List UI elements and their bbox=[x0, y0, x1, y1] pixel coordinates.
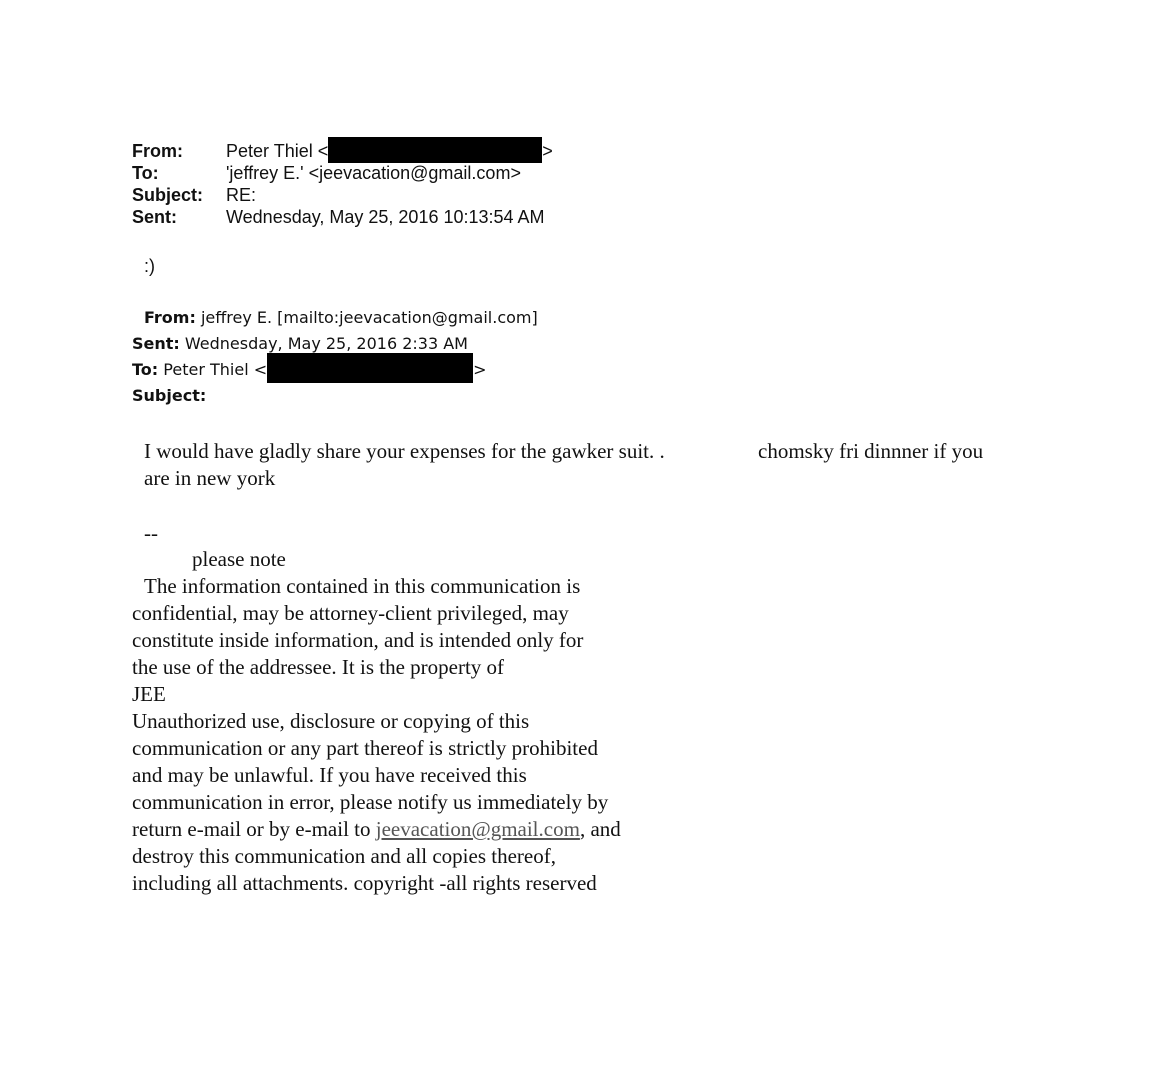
disclaimer-line: communication in error, please notify us immediately by bbox=[132, 790, 609, 814]
redaction-box bbox=[267, 353, 473, 383]
disclaimer-line: the use of the addressee. It is the property of bbox=[132, 655, 505, 679]
quoted-sent-value: Wednesday, May 25, 2016 2:33 AM bbox=[184, 334, 468, 353]
header-sent-row bbox=[132, 206, 592, 228]
subject-value: RE: bbox=[226, 185, 257, 205]
message-line-1b: chomsky fri dinnner if you bbox=[758, 439, 984, 463]
to-value: 'jeffrey E.' <jeevacation@gmail.com> bbox=[226, 163, 521, 183]
return-suffix: , and bbox=[579, 817, 621, 841]
from-tail: > bbox=[542, 141, 553, 161]
subject-label: Subject: bbox=[132, 185, 204, 205]
disclaimer-line: confidential, may be attorney-client privileged, may bbox=[132, 601, 569, 625]
disclaimer-line: including all attachments. copyright -all rights reserved bbox=[132, 871, 597, 895]
disclaimer-line: destroy this communication and all copies thereof, bbox=[132, 844, 556, 868]
disclaimer-line: constitute inside information, and is intended only for bbox=[132, 628, 584, 652]
header-subject-row bbox=[132, 184, 592, 206]
quoted-subject-label: Subject: bbox=[132, 386, 207, 405]
from-label: From: bbox=[132, 141, 183, 161]
header-to-row bbox=[132, 162, 592, 184]
please-note: please note bbox=[192, 547, 286, 571]
quoted-to-tail: > bbox=[473, 360, 487, 379]
to-label: To: bbox=[132, 163, 159, 183]
email-link[interactable]: jeevacation@gmail.com bbox=[375, 817, 580, 841]
disclaimer-line: communication or any part thereof is strictly prohibited bbox=[132, 736, 598, 760]
header-from-row bbox=[132, 140, 592, 162]
quoted-sent-label: Sent: bbox=[132, 334, 180, 353]
email-header-top bbox=[132, 140, 592, 232]
redaction-box bbox=[328, 137, 542, 163]
quoted-to-row bbox=[132, 357, 487, 383]
from-value bbox=[226, 140, 553, 163]
disclaimer-return-line bbox=[132, 816, 621, 843]
quoted-to-value: Peter Thiel < bbox=[163, 360, 268, 379]
message-line-2: are in new york bbox=[144, 466, 276, 490]
quoted-from-label: From: bbox=[144, 308, 196, 327]
message-line-1a: I would have gladly share your expenses for the gawker suit. . bbox=[144, 439, 665, 463]
signature-dashes: -- bbox=[144, 521, 158, 545]
quoted-to-label: To: bbox=[132, 360, 159, 379]
disclaimer-line: The information contained in this communication is bbox=[144, 574, 581, 598]
disclaimer-line: JEE bbox=[132, 682, 166, 706]
disclaimer-line: and may be unlawful. If you have received this bbox=[132, 763, 527, 787]
quoted-from-value: jeffrey E. [mailto:jeevacation@gmail.com] bbox=[200, 308, 538, 327]
disclaimer-line: Unauthorized use, disclosure or copying of this bbox=[132, 709, 530, 733]
quoted-from-row bbox=[144, 305, 538, 331]
email-header-quoted bbox=[132, 305, 612, 415]
from-name: Peter Thiel < bbox=[226, 141, 329, 161]
sent-value: Wednesday, May 25, 2016 10:13:54 AM bbox=[226, 207, 545, 227]
return-prefix: return e-mail or by e-mail to bbox=[132, 817, 376, 841]
quoted-subject-row bbox=[132, 383, 206, 409]
reply-text: :) bbox=[144, 256, 155, 276]
sent-label: Sent: bbox=[132, 207, 177, 227]
